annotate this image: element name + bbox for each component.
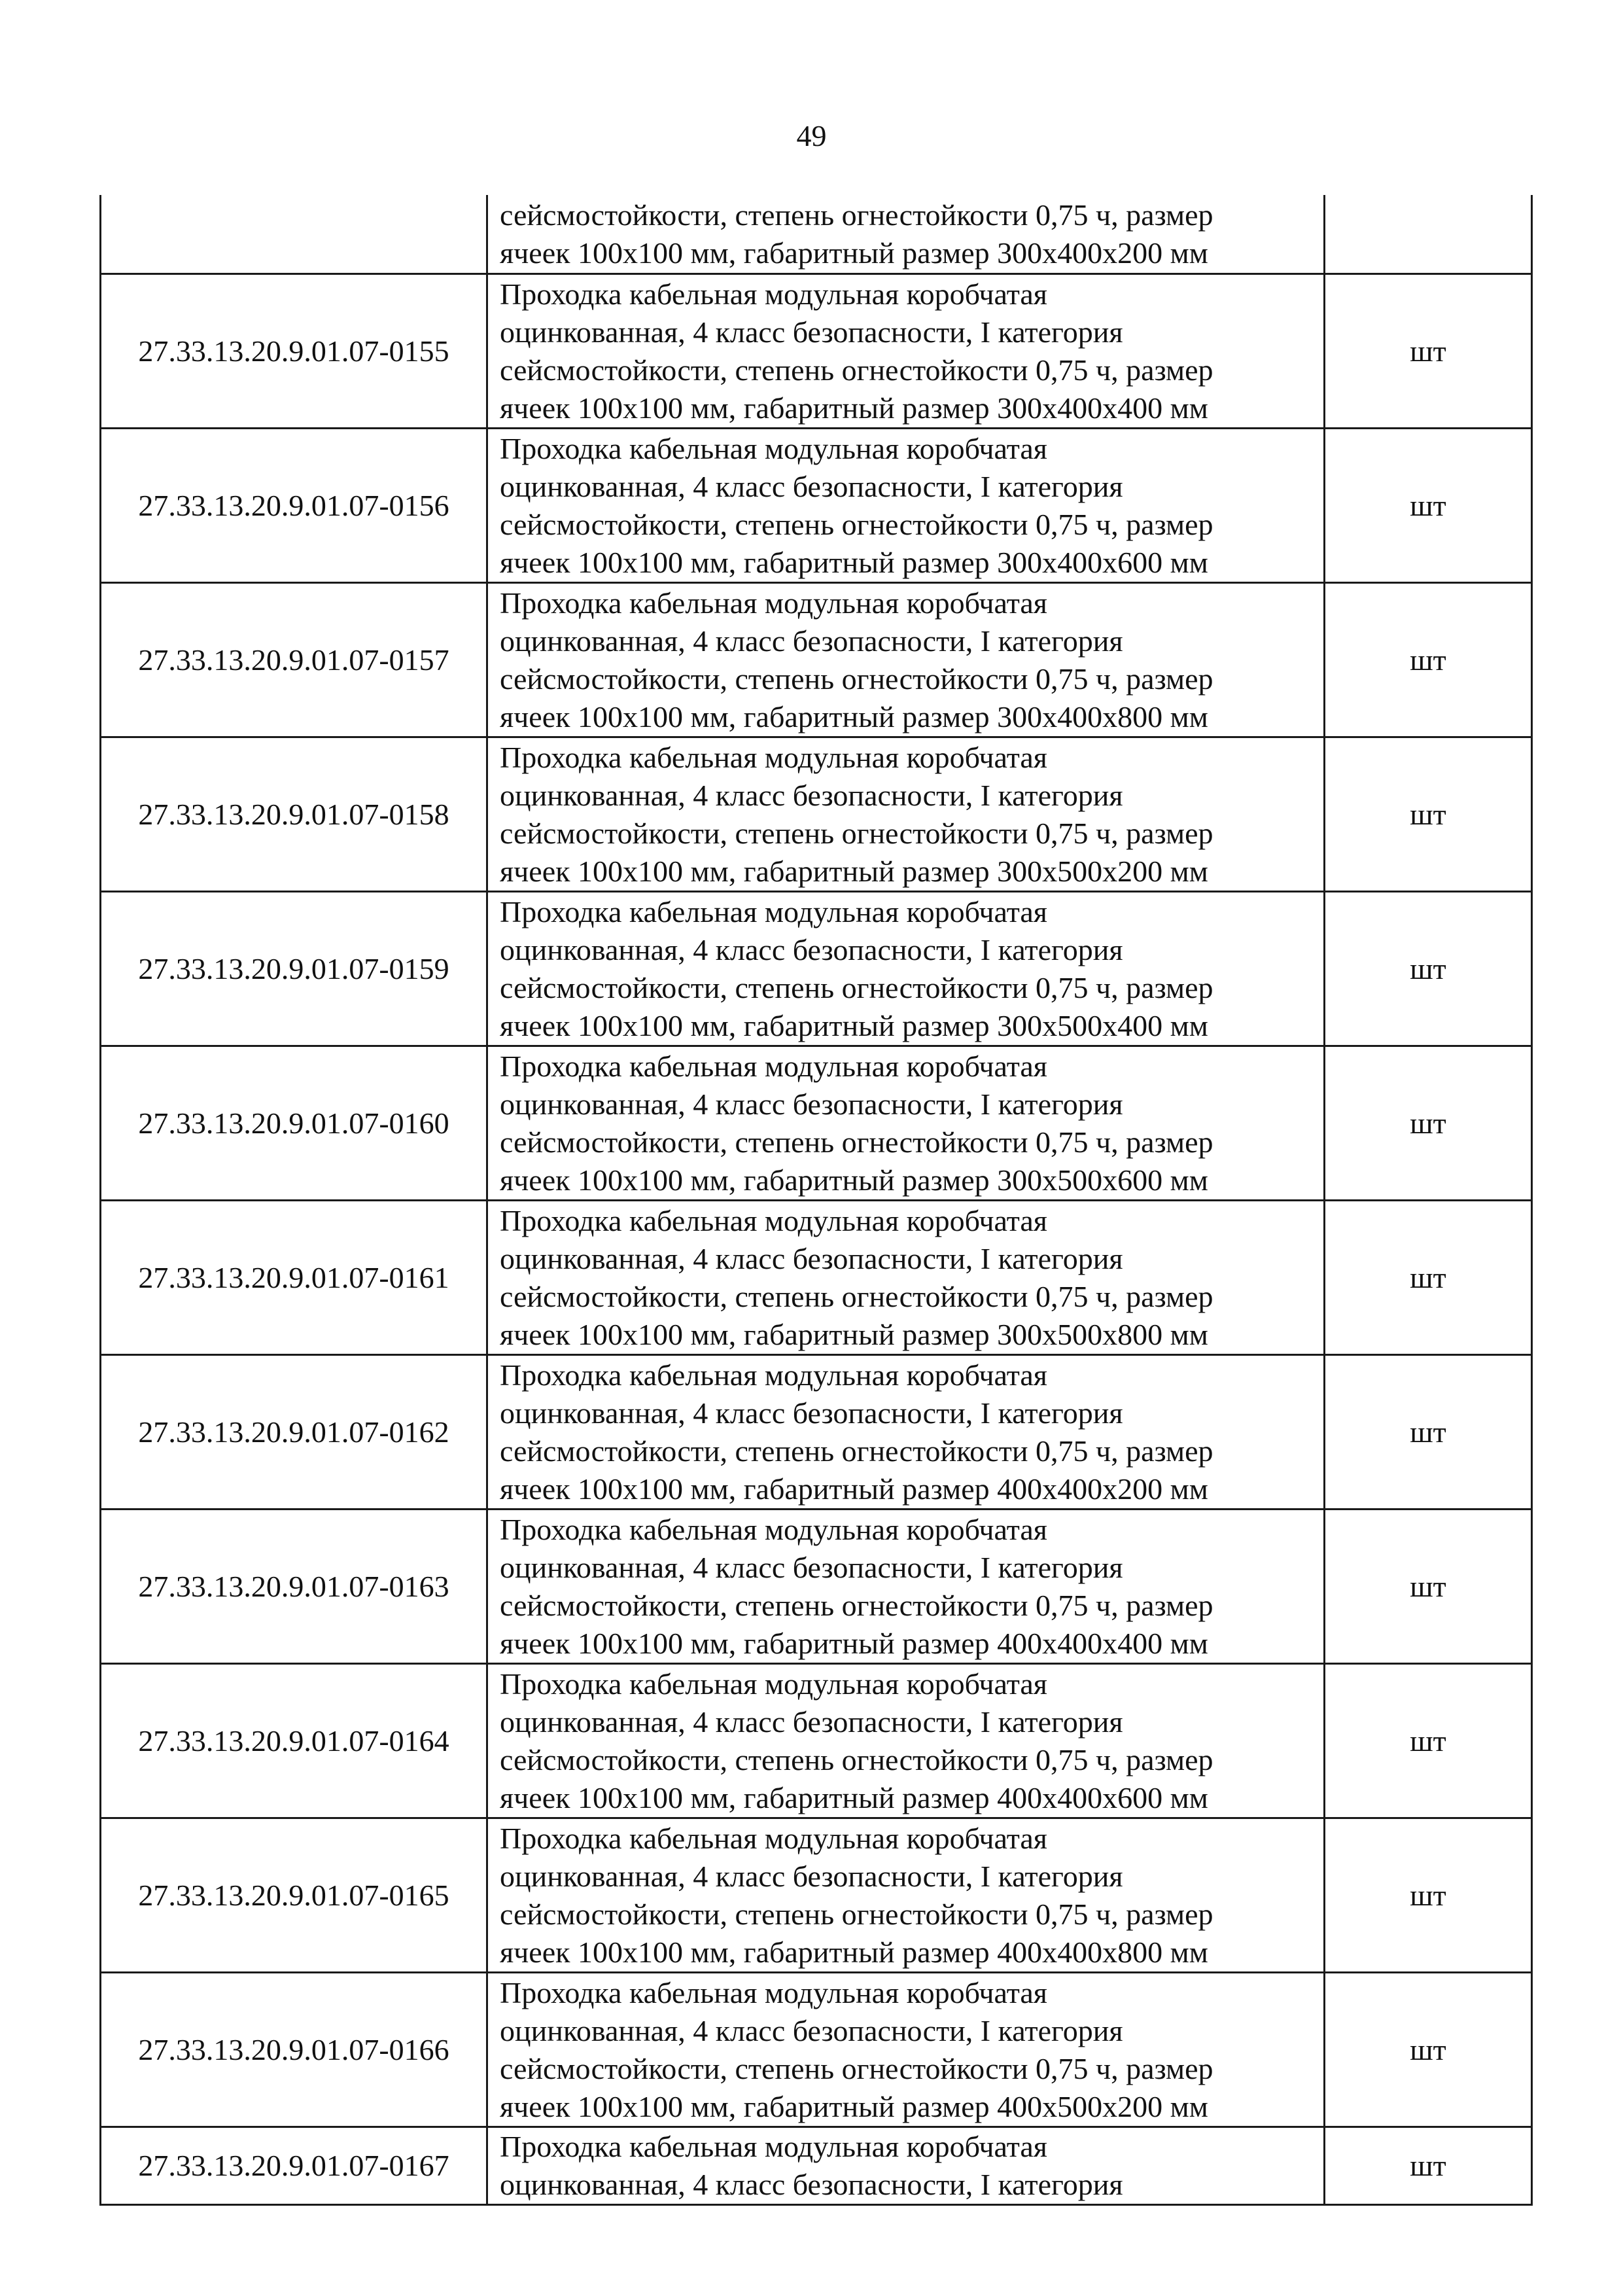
item-unit: шт bbox=[1325, 274, 1532, 429]
item-unit: шт bbox=[1325, 1355, 1532, 1510]
table-row bbox=[101, 274, 1532, 429]
item-code: 27.33.13.20.9.01.07-0158 bbox=[101, 737, 487, 892]
description-line: оцинкованная, 4 класс безопасности, I категория bbox=[500, 932, 1123, 966]
table-row bbox=[101, 195, 1532, 274]
description-line: Проходка кабельная модульная коробчатая bbox=[500, 277, 1047, 311]
item-description bbox=[487, 1355, 1325, 1510]
item-unit: шт bbox=[1325, 1201, 1532, 1355]
description-line: сейсмостойкости, степень огнестойкости 0,75 ч, размер bbox=[500, 1897, 1213, 1931]
item-code: 27.33.13.20.9.01.07-0156 bbox=[101, 429, 487, 583]
description-line: оцинкованная, 4 класс безопасности, I категория bbox=[500, 1396, 1123, 1430]
catalog-table bbox=[99, 195, 1533, 2206]
item-description bbox=[487, 1201, 1325, 1355]
description-line: Проходка кабельная модульная коробчатая bbox=[500, 431, 1047, 465]
item-code: 27.33.13.20.9.01.07-0161 bbox=[101, 1201, 487, 1355]
description-line: сейсмостойкости, степень огнестойкости 0,75 ч, размер bbox=[500, 1742, 1213, 1776]
item-description bbox=[487, 1664, 1325, 1818]
item-code: 27.33.13.20.9.01.07-0163 bbox=[101, 1510, 487, 1664]
description-line: Проходка кабельная модульная коробчатая bbox=[500, 1203, 1047, 1237]
description-line: сейсмостойкости, степень огнестойкости 0,75 ч, размер bbox=[500, 816, 1213, 850]
item-unit: шт bbox=[1325, 1046, 1532, 1201]
table-row bbox=[101, 429, 1532, 583]
description-line: Проходка кабельная модульная коробчатая bbox=[500, 1358, 1047, 1392]
description-line: сейсмостойкости, степень огнестойкости 0,75 ч, размер bbox=[500, 1434, 1213, 1468]
description-line: Проходка кабельная модульная коробчатая bbox=[500, 2130, 1047, 2163]
item-code: 27.33.13.20.9.01.07-0167 bbox=[101, 2127, 487, 2205]
item-unit bbox=[1325, 195, 1532, 274]
item-unit: шт bbox=[1325, 1818, 1532, 1973]
catalog-table-body bbox=[101, 195, 1532, 2205]
table-row bbox=[101, 1664, 1532, 1818]
description-line: оцинкованная, 4 класс безопасности, I категория bbox=[500, 2013, 1123, 2047]
item-description bbox=[487, 195, 1325, 274]
description-line: Проходка кабельная модульная коробчатая bbox=[500, 586, 1047, 620]
item-description bbox=[487, 737, 1325, 892]
item-code: 27.33.13.20.9.01.07-0157 bbox=[101, 583, 487, 737]
table-row bbox=[101, 737, 1532, 892]
description-line: ячеек 100х100 мм, габаритный размер 400х400х400 мм bbox=[500, 1626, 1208, 1660]
description-line: ячеек 100х100 мм, габаритный размер 400х500х200 мм bbox=[500, 2089, 1208, 2123]
description-line: оцинкованная, 4 класс безопасности, I категория bbox=[500, 2168, 1123, 2201]
description-line: оцинкованная, 4 класс безопасности, I категория bbox=[500, 1087, 1123, 1121]
item-unit: шт bbox=[1325, 892, 1532, 1046]
description-line: ячеек 100х100 мм, габаритный размер 300х400х600 мм bbox=[500, 545, 1208, 579]
item-description bbox=[487, 892, 1325, 1046]
item-description bbox=[487, 1818, 1325, 1973]
description-line: ячеек 100х100 мм, габаритный размер 300х500х400 мм bbox=[500, 1008, 1208, 1042]
description-line: сейсмостойкости, степень огнестойкости 0,75 ч, размер bbox=[500, 970, 1213, 1004]
description-line: сейсмостойкости, степень огнестойкости 0,75 ч, размер bbox=[500, 1588, 1213, 1622]
description-line: Проходка кабельная модульная коробчатая bbox=[500, 1049, 1047, 1083]
item-description bbox=[487, 1046, 1325, 1201]
table-row bbox=[101, 1201, 1532, 1355]
table-row bbox=[101, 583, 1532, 737]
description-line: оцинкованная, 4 класс безопасности, I категория bbox=[500, 1859, 1123, 1893]
item-description bbox=[487, 1973, 1325, 2127]
description-line: сейсмостойкости, степень огнестойкости 0,75 ч, размер bbox=[500, 1279, 1213, 1313]
description-line: ячеек 100х100 мм, габаритный размер 400х400х200 мм bbox=[500, 1472, 1208, 1506]
item-unit: шт bbox=[1325, 1664, 1532, 1818]
item-unit: шт bbox=[1325, 429, 1532, 583]
description-line: ячеек 100х100 мм, габаритный размер 400х400х600 мм bbox=[500, 1780, 1208, 1814]
item-code: 27.33.13.20.9.01.07-0165 bbox=[101, 1818, 487, 1973]
description-line: сейсмостойкости, степень огнестойкости 0,75 ч, размер bbox=[500, 198, 1213, 232]
description-line: оцинкованная, 4 класс безопасности, I категория bbox=[500, 1704, 1123, 1739]
description-line: ячеек 100х100 мм, габаритный размер 300х400х200 мм bbox=[500, 236, 1208, 270]
table-row bbox=[101, 892, 1532, 1046]
description-line: сейсмостойкости, степень огнестойкости 0,75 ч, размер bbox=[500, 507, 1213, 541]
item-unit: шт bbox=[1325, 1973, 1532, 2127]
table-row bbox=[101, 1355, 1532, 1510]
description-line: Проходка кабельная модульная коробчатая bbox=[500, 1975, 1047, 2009]
item-code: 27.33.13.20.9.01.07-0155 bbox=[101, 274, 487, 429]
item-description bbox=[487, 429, 1325, 583]
description-line: сейсмостойкости, степень огнестойкости 0,75 ч, размер bbox=[500, 662, 1213, 696]
item-code: 27.33.13.20.9.01.07-0164 bbox=[101, 1664, 487, 1818]
description-line: Проходка кабельная модульная коробчатая bbox=[500, 1512, 1047, 1546]
description-line: сейсмостойкости, степень огнестойкости 0,75 ч, размер bbox=[500, 1125, 1213, 1159]
table-row bbox=[101, 1973, 1532, 2127]
description-line: Проходка кабельная модульная коробчатая bbox=[500, 740, 1047, 774]
description-line: ячеек 100х100 мм, габаритный размер 300х500х800 мм bbox=[500, 1317, 1208, 1351]
description-line: оцинкованная, 4 класс безопасности, I категория bbox=[500, 1550, 1123, 1584]
item-code: 27.33.13.20.9.01.07-0159 bbox=[101, 892, 487, 1046]
page-number: 49 bbox=[796, 119, 827, 152]
description-line: ячеек 100х100 мм, габаритный размер 400х400х800 мм bbox=[500, 1935, 1208, 1969]
item-code: 27.33.13.20.9.01.07-0166 bbox=[101, 1973, 487, 2127]
description-line: оцинкованная, 4 класс безопасности, I категория bbox=[500, 469, 1123, 503]
item-description bbox=[487, 2127, 1325, 2205]
description-line: оцинкованная, 4 класс безопасности, I категория bbox=[500, 1241, 1123, 1275]
item-code: 27.33.13.20.9.01.07-0162 bbox=[101, 1355, 487, 1510]
description-line: ячеек 100х100 мм, габаритный размер 300х400х800 мм bbox=[500, 699, 1208, 733]
description-line: сейсмостойкости, степень огнестойкости 0,75 ч, размер bbox=[500, 353, 1213, 387]
table-row bbox=[101, 2127, 1532, 2205]
item-code: 27.33.13.20.9.01.07-0160 bbox=[101, 1046, 487, 1201]
item-description bbox=[487, 274, 1325, 429]
item-unit: шт bbox=[1325, 737, 1532, 892]
item-unit: шт bbox=[1325, 1510, 1532, 1664]
description-line: оцинкованная, 4 класс безопасности, I категория bbox=[500, 315, 1123, 349]
table-row bbox=[101, 1510, 1532, 1664]
description-line: оцинкованная, 4 класс безопасности, I категория bbox=[500, 778, 1123, 812]
item-code bbox=[101, 195, 487, 274]
description-line: Проходка кабельная модульная коробчатая bbox=[500, 1821, 1047, 1855]
description-line: ячеек 100х100 мм, габаритный размер 300х500х600 мм bbox=[500, 1163, 1208, 1197]
table-row bbox=[101, 1046, 1532, 1201]
item-description bbox=[487, 583, 1325, 737]
item-description bbox=[487, 1510, 1325, 1664]
item-unit: шт bbox=[1325, 583, 1532, 737]
description-line: Проходка кабельная модульная коробчатая bbox=[500, 894, 1047, 928]
item-unit: шт bbox=[1325, 2127, 1532, 2205]
description-line: ячеек 100х100 мм, габаритный размер 300х400х400 мм bbox=[500, 391, 1208, 425]
table-row bbox=[101, 1818, 1532, 1973]
description-line: оцинкованная, 4 класс безопасности, I категория bbox=[500, 624, 1123, 658]
description-line: Проходка кабельная модульная коробчатая bbox=[500, 1667, 1047, 1701]
description-line: ячеек 100х100 мм, габаритный размер 300х500х200 мм bbox=[500, 854, 1208, 888]
description-line: сейсмостойкости, степень огнестойкости 0,75 ч, размер bbox=[500, 2051, 1213, 2085]
